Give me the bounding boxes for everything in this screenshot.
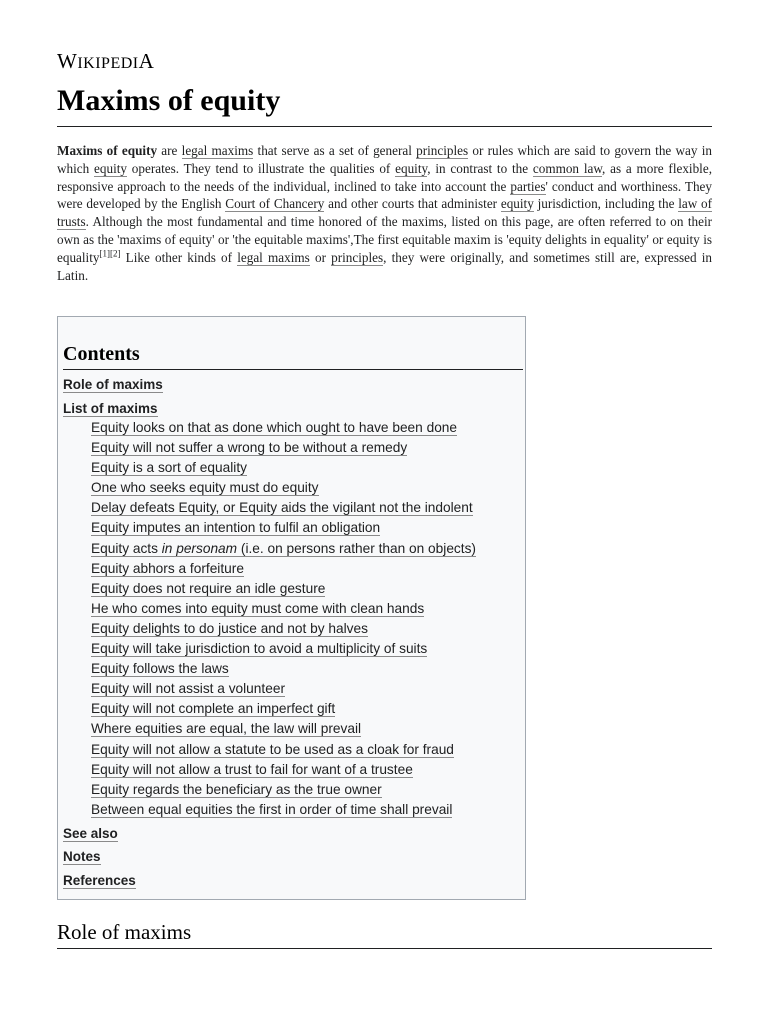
toc-subitem[interactable]: Equity does not require an idle gesture — [91, 580, 326, 596]
toc-subitem[interactable]: Equity looks on that as done which ought to have been done — [91, 420, 458, 435]
bold-term: Maxims of equity — [57, 143, 158, 158]
table-of-contents — [57, 316, 526, 900]
logo-letter: W — [57, 49, 78, 73]
toc-subitem[interactable]: Between equal equities the first in order of time shall prevail — [91, 801, 453, 817]
section-heading: Role of maxims — [57, 920, 192, 944]
logo-letter: A — [138, 49, 155, 73]
reference-2[interactable]: [2] — [109, 248, 121, 259]
toc-item-notes[interactable]: Notes — [63, 849, 101, 864]
toc-subitem[interactable]: Equity will not allow a trust to fail for want of a trustee — [91, 761, 413, 777]
toc-subitem[interactable]: Equity delights to do justice and not by halves — [91, 620, 368, 636]
toc-subitem[interactable]: Equity regards the beneficiary as the true owner — [91, 781, 382, 797]
toc-item-list-of-maxims[interactable]: List of maxims — [63, 401, 158, 416]
toc-subitem[interactable]: Equity imputes an intention to fulfil an obligation — [91, 520, 381, 536]
link-equity[interactable]: equity — [395, 160, 428, 176]
link-principles[interactable]: principles — [416, 143, 469, 158]
link-law-of-trusts[interactable]: law of trusts — [57, 196, 713, 230]
toc-item-references[interactable]: References — [63, 873, 136, 888]
toc-item-see-also[interactable]: See also — [63, 826, 118, 841]
reference-1[interactable]: [1] — [99, 248, 110, 259]
wikipedia-logo[interactable] — [57, 49, 154, 74]
link-principles[interactable]: principles — [331, 249, 384, 265]
link-legal-maxims[interactable]: legal maxims — [181, 143, 254, 158]
section-divider — [57, 948, 712, 949]
toc-subitem[interactable]: Equity will not suffer a wrong to be without a remedy — [91, 440, 408, 456]
link-equity[interactable]: equity — [500, 196, 534, 212]
toc-subitem[interactable]: One who seeks equity must do equity — [91, 480, 319, 496]
toc-subitem[interactable]: Equity acts in personam (i.e. on persons rather than on objects) — [91, 540, 476, 556]
toc-sublist — [91, 418, 476, 820]
toc-subitem[interactable]: Delay defeats Equity, or Equity aids the vigilant not the indolent — [91, 500, 473, 516]
link-parties[interactable]: parties — [510, 178, 546, 194]
toc-subitem[interactable]: Equity will take jurisdiction to avoid a multiplicity of suits — [91, 641, 428, 657]
toc-subitem[interactable]: Equity abhors a forfeiture — [91, 560, 244, 576]
page-title: Maxims of equity — [57, 84, 281, 117]
link-court-of-chancery[interactable]: Court of Chancery — [225, 196, 325, 212]
toc-subitem[interactable]: Equity is a sort of equality — [91, 460, 247, 476]
toc-title: Contents — [63, 343, 140, 365]
toc-subitem[interactable]: Equity will not complete an imperfect gift — [91, 701, 336, 717]
toc-item-role-of-maxims[interactable]: Role of maxims — [63, 377, 163, 392]
toc-subitem[interactable]: Equity will not assist a volunteer — [91, 681, 285, 697]
title-divider — [57, 126, 712, 127]
toc-subitem[interactable]: Where equities are equal, the law will prevail — [91, 721, 362, 737]
intro-paragraph: Maxims of equity are legal maxims that serve as a set of general principles or rules which are said to govern the way in which equity operates. They tend to illustrate the qualities of equity, in contrast to the common law, as a more flexible, responsive approach to the needs of the individual, inclined to take into account the parties' conduct and worthiness. They were developed by the English Court of Chancery and other courts that administer equity jurisdiction, including the law of trusts. Although the most fundamental and time honored of the maxims, listed on this page, are often referred to on their own as the 'maxims of equity' or 'the equitable maxims',The first equitable maxim is 'equity delights in equality' or equity is equality[1][2] Like other kinds of legal maxims or principles, they were originally, and sometimes still are, expressed in Latin. — [57, 143, 713, 283]
toc-divider — [63, 369, 523, 370]
logo-letters: IKIPEDI — [77, 55, 139, 72]
toc-subitem[interactable]: He who comes into equity must come with clean hands — [91, 600, 425, 616]
link-legal-maxims[interactable]: legal maxims — [237, 249, 310, 265]
link-equity[interactable]: equity — [94, 160, 127, 176]
toc-subitem[interactable]: Equity follows the laws — [91, 661, 229, 677]
toc-subitem[interactable]: Equity will not allow a statute to be used as a cloak for fraud — [91, 741, 454, 757]
link-common-law[interactable]: common law — [532, 160, 603, 176]
